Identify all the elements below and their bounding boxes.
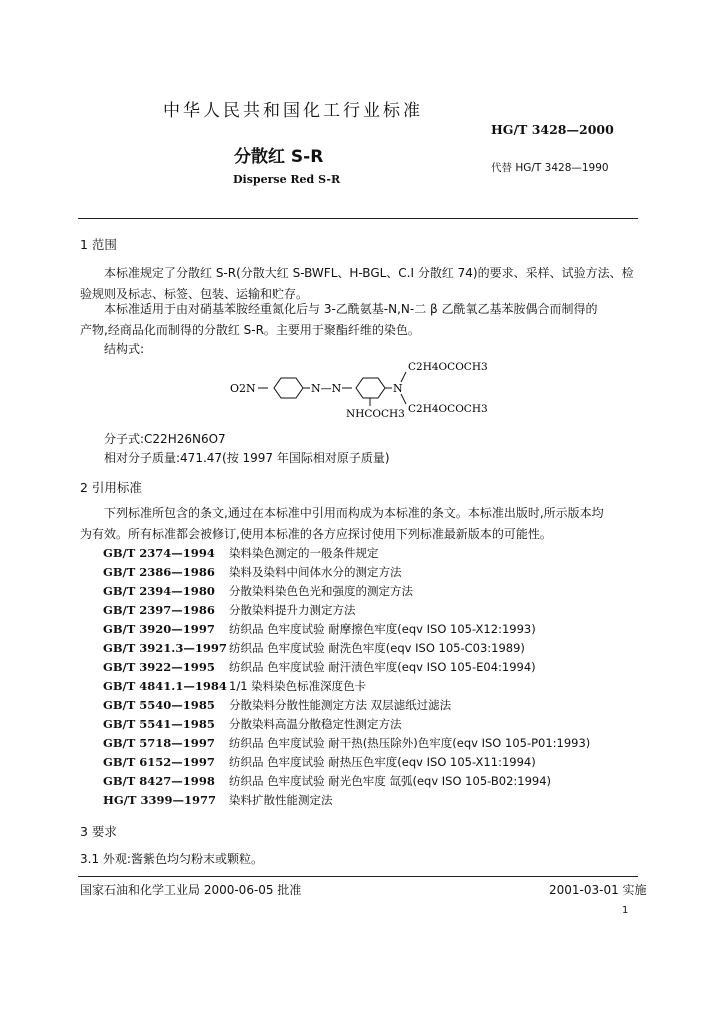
reference-item [103, 716, 402, 732]
section-1-para-1a: 本标准规定了分散红 S-R(分散大红 S-BWFL、H-BGL、C.I 分散红 74)的要求、采样、试验方法、检 [104, 266, 634, 280]
molecular-formula: 分子式:C22H26N6O7 [104, 432, 226, 446]
structure-label: 结构式: [104, 342, 145, 356]
reference-title: 纺织品 色牢度试验 耐洗色牢度(eqv ISO 105-C03:1989) [229, 641, 525, 655]
reference-code: GB/T 2386—1986 [103, 565, 215, 579]
reference-item [103, 640, 525, 656]
reference-title: 纺织品 色牢度试验 耐摩擦色牢度(eqv ISO 105-X12:1993) [229, 622, 536, 636]
reference-title: 分散染料提升力测定方法 [229, 603, 356, 617]
reference-title: 纺织品 色牢度试验 耐热压色牢度(eqv ISO 105-X11:1994) [229, 755, 536, 769]
reference-code: GB/T 3922—1995 [103, 660, 215, 674]
reference-title: 1/1 染料染色标准深度色卡 [229, 679, 367, 693]
reference-code: GB/T 2374—1994 [103, 546, 215, 560]
reference-code: GB/T 2394—1980 [103, 584, 215, 598]
reference-code: GB/T 6152—1997 [103, 755, 215, 769]
standard-code: HG/T 3428—2000 [491, 122, 614, 137]
reference-title: 纺织品 色牢度试验 耐干热(热压除外)色牢度(eqv ISO 105-P01:1993) [229, 736, 591, 750]
section-2-heading: 2 引用标准 [80, 480, 142, 495]
reference-item [103, 773, 551, 789]
bottom-substituent: C2H4OCOCH3 [408, 403, 488, 415]
section-2-para-b: 为有效。所有标准都会被修订,使用本标准的各方应探讨使用下列标准最新版本的可能性。 [80, 527, 552, 541]
reference-item [103, 621, 536, 637]
section-1-para-2a: 本标准适用于由对硝基苯胺经重氮化后与 3-乙酰氨基-N,N-二 β 乙酰氧乙基苯胺偶合而制得的 [104, 302, 598, 316]
reference-item [103, 659, 536, 675]
reference-item [103, 792, 333, 808]
reference-code: GB/T 4841.1—1984 [103, 679, 227, 693]
molecular-mass: 相对分子质量:471.47(按 1997 年国际相对原子质量) [104, 451, 390, 465]
document-title-en: Disperse Red S-R [233, 173, 341, 186]
implementation-date: 2001-03-01 实施 [549, 883, 647, 897]
reference-code: GB/T 2397—1986 [103, 603, 215, 617]
reference-title: 纺织品 色牢度试验 耐汗渍色牢度(eqv ISO 105-E04:1994) [229, 660, 536, 674]
reference-item [103, 678, 366, 694]
structural-formula [0, 350, 724, 430]
reference-title: 分散染料高温分散稳定性测定方法 [229, 717, 402, 731]
section-1-para-2b: 产物,经商品化而制得的分散红 S-R。主要用于聚酯纤维的染色。 [80, 323, 420, 337]
section-1-heading: 1 范围 [80, 237, 117, 252]
reference-item [103, 697, 451, 713]
header-rule [78, 218, 638, 219]
reference-item [103, 545, 379, 561]
reference-code: GB/T 3921.3—1997 [103, 641, 227, 655]
acetamido-group: NHCOCH3 [346, 408, 405, 420]
reference-code: GB/T 8427—1998 [103, 774, 215, 788]
reference-code: GB/T 5541—1985 [103, 717, 215, 731]
section-2-para-a: 下列标准所包含的条文,通过在本标准中引用而构成为本标准的条文。本标准出版时,所示版本均 [104, 506, 604, 520]
reference-item [103, 735, 590, 751]
azo-group: N—N [311, 382, 342, 395]
reference-item [103, 602, 356, 618]
reference-title: 染料及染料中间体水分的测定方法 [229, 565, 402, 579]
reference-item [103, 583, 413, 599]
reference-title: 分散染料染色色光和强度的测定方法 [229, 584, 413, 598]
amine-n: N [393, 382, 403, 395]
reference-title: 纺织品 色牢度试验 耐光色牢度 氙弧(eqv ISO 105-B02:1994) [229, 774, 552, 788]
reference-title: 染料染色测定的一般条件规定 [229, 546, 379, 560]
section-1-para-1b: 验规则及标志、标签、包装、运输和贮存。 [80, 287, 309, 301]
top-substituent: C2H4OCOCH3 [408, 361, 488, 373]
footer-rule [78, 876, 638, 877]
reference-item [103, 564, 402, 580]
reference-code: GB/T 5718—1997 [103, 736, 215, 750]
reference-code: HG/T 3399—1977 [103, 793, 216, 807]
requirement-3-1: 3.1 外观:酱紫色均匀粉末或颗粒。 [80, 852, 263, 866]
reference-title: 染料扩散性能测定法 [229, 793, 333, 807]
approval-note: 国家石油和化学工业局 2000-06-05 批准 [80, 883, 302, 897]
page-number: 1 [622, 905, 629, 916]
reference-code: GB/T 5540—1985 [103, 698, 215, 712]
replaces-code: 代替 HG/T 3428—1990 [491, 162, 609, 174]
document-title: 分散红 S-R [234, 147, 324, 167]
reference-item [103, 754, 536, 770]
issuing-org: 中华人民共和国化工行业标准 [163, 101, 423, 121]
o2n-group: O2N [230, 382, 256, 395]
section-3-heading: 3 要求 [80, 824, 117, 839]
reference-title: 分散染料分散性能测定方法 双层滤纸过滤法 [229, 698, 452, 712]
reference-code: GB/T 3920—1997 [103, 622, 215, 636]
